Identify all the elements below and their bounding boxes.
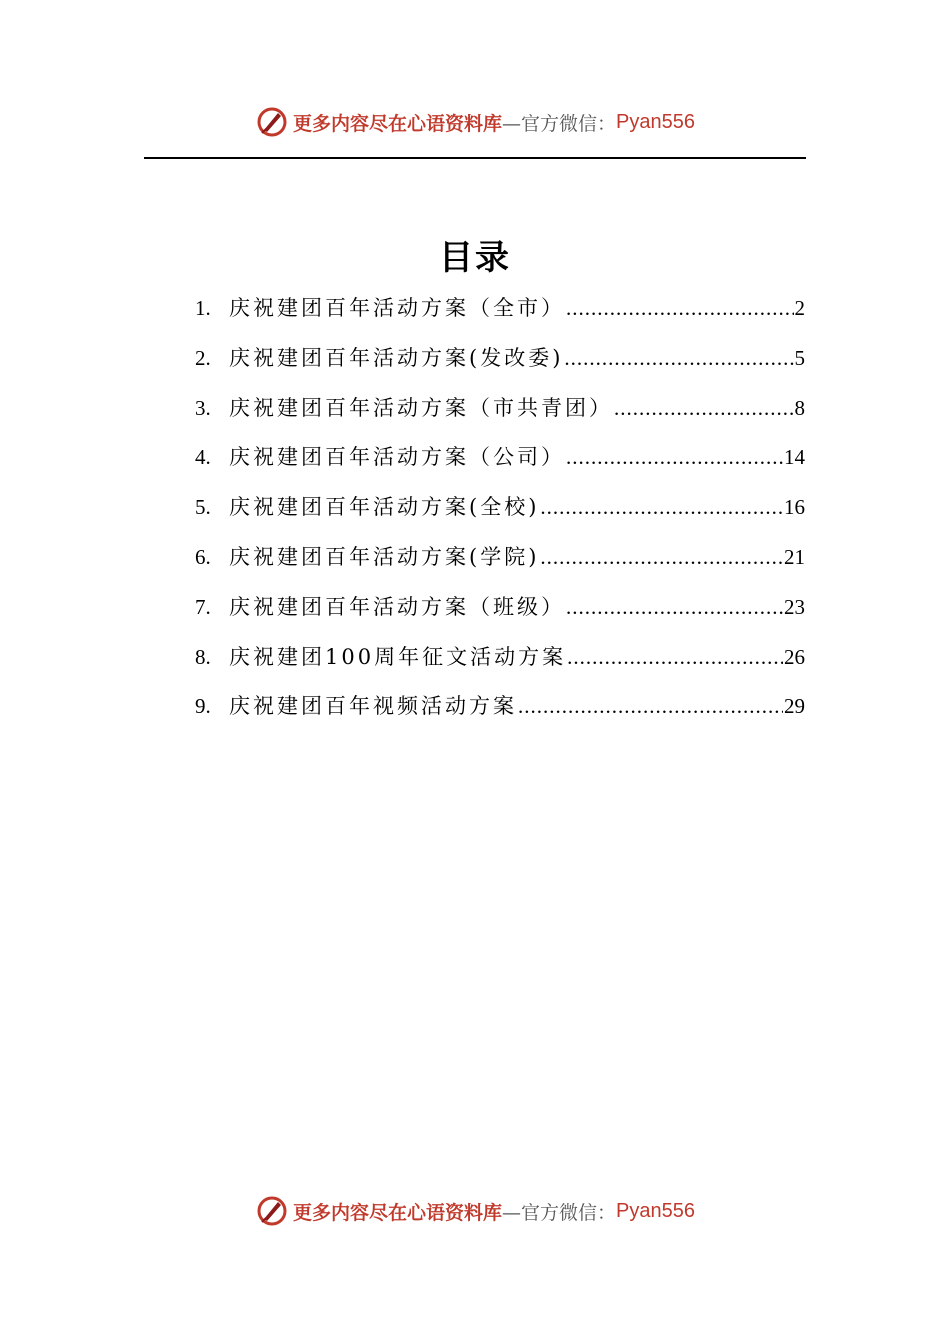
banner-wechat-id: Pyan556: [616, 110, 695, 133]
toc-entry-page: 2: [794, 296, 805, 320]
toc-entry-title: 庆祝建团百年活动方案（全市）: [229, 296, 565, 320]
banner-wechat-id: Pyan556: [616, 1199, 695, 1222]
toc-entry[interactable]: [195, 588, 805, 638]
toc-entry-number: 9.: [195, 694, 211, 719]
toc-entry-title: 庆祝建团百年活动方案(发改委): [229, 345, 564, 370]
toc-entry-title: 庆祝建团百年活动方案(学院): [229, 544, 540, 569]
toc-leader-dots: [567, 638, 783, 676]
banner-sub-text: —官方微信：: [502, 112, 617, 135]
toc-entry-title: 庆祝建团百年活动方案(全校): [229, 495, 540, 520]
banner-main-text: 更多内容尽在心语资料库: [293, 112, 503, 135]
toc-entry-page: 8: [794, 395, 805, 420]
page-title: 目录: [439, 238, 511, 278]
toc-leader-dots: [518, 687, 783, 725]
table-of-contents: [195, 289, 805, 737]
toc-leader-dots: [566, 438, 783, 476]
toc-entry-page: 16: [784, 495, 805, 520]
toc-entry-number: 4.: [195, 445, 211, 470]
toc-leader-dots: [564, 339, 793, 377]
toc-entry-page: 29: [784, 694, 805, 719]
banner-sub-text: —官方微信：: [502, 1201, 617, 1224]
toc-entry-page: 5: [794, 345, 805, 370]
toc-entry[interactable]: [195, 687, 805, 737]
toc-entry-number: 2.: [195, 345, 211, 370]
header-rule: [144, 157, 806, 159]
toc-leader-dots: [566, 588, 783, 626]
toc-entry-title: 庆祝建团百年活动方案（市共青团）: [229, 395, 613, 420]
toc-entry[interactable]: [195, 538, 805, 588]
toc-leader-dots: [566, 289, 794, 327]
quill-circle-logo-icon: [255, 105, 289, 139]
toc-entry-title: 庆祝建团百年活动方案（班级）: [229, 594, 565, 619]
toc-entry[interactable]: [195, 289, 805, 339]
toc-entry-page: 21: [784, 544, 805, 569]
toc-entry-title: 庆祝建团100周年征文活动方案: [229, 644, 567, 669]
toc-entry-number: 7.: [195, 594, 211, 619]
toc-leader-dots: [540, 488, 783, 526]
toc-entry-number: 3.: [195, 395, 211, 420]
toc-entry-number: 1.: [195, 296, 211, 320]
toc-entry[interactable]: [195, 339, 805, 389]
toc-entry-page: 26: [784, 644, 805, 669]
header-banner: [0, 102, 950, 142]
footer-banner: [0, 1191, 950, 1231]
toc-leader-dots: [540, 538, 783, 576]
toc-entry-number: 6.: [195, 544, 211, 569]
toc-entry-number: 8.: [195, 644, 211, 669]
toc-entry[interactable]: [195, 488, 805, 538]
toc-entry[interactable]: [195, 638, 805, 688]
toc-entry-title: 庆祝建团百年视频活动方案: [229, 694, 517, 719]
toc-entry-title: 庆祝建团百年活动方案（公司）: [229, 445, 565, 470]
toc-entry-page: 23: [784, 594, 805, 619]
quill-circle-logo-icon: [255, 1194, 289, 1228]
banner-main-text: 更多内容尽在心语资料库: [293, 1201, 503, 1224]
toc-entry[interactable]: [195, 438, 805, 488]
toc-leader-dots: [614, 389, 794, 427]
toc-entry-number: 5.: [195, 495, 211, 520]
toc-entry-page: 14: [784, 445, 805, 470]
toc-entry[interactable]: [195, 389, 805, 439]
